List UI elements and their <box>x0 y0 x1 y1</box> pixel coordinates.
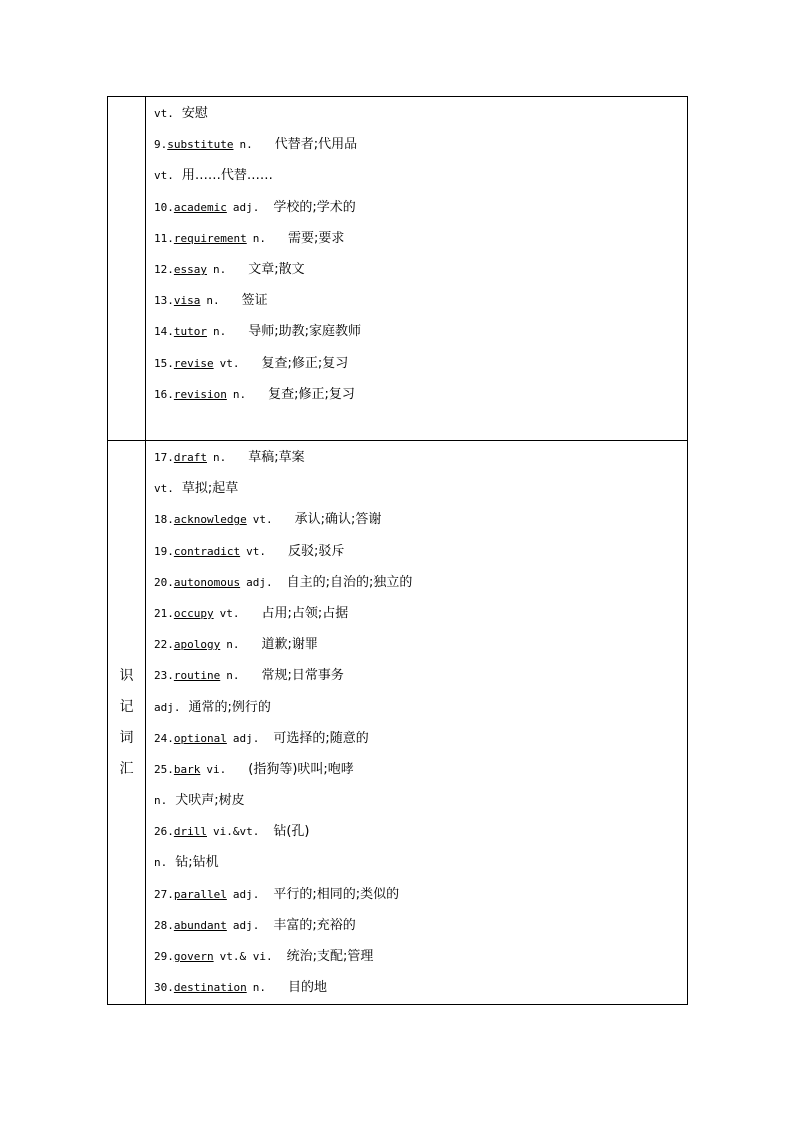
entry-meaning: 犬吠声;树皮 <box>175 793 245 809</box>
entry-word: optional <box>173 731 227 745</box>
entry-part-of-speech: vt. <box>154 169 174 183</box>
entry-meaning: 导师;助教;家庭教师 <box>248 324 362 340</box>
vocabulary-table <box>107 96 688 1005</box>
list-item <box>154 223 687 254</box>
entry-meaning: 道歉;谢罪 <box>261 637 318 653</box>
side-label-char: 记 <box>119 698 134 715</box>
list-item <box>154 692 687 723</box>
list-item <box>154 192 687 223</box>
entry-number: 23. <box>154 669 174 683</box>
entry-word: substitute <box>167 138 234 152</box>
list-item <box>154 348 687 379</box>
list-item <box>154 972 687 1003</box>
entry-part-of-speech: adj. <box>154 700 181 714</box>
entry-meaning: 自主的;自治的;独立的 <box>286 574 413 590</box>
entry-word: visa <box>173 294 201 308</box>
entry-meaning: 目的地 <box>287 980 327 996</box>
entry-word: revise <box>173 356 214 370</box>
entry-part-of-speech: vt. <box>246 544 266 558</box>
entry-word: contradict <box>173 544 241 558</box>
entry-number: 10. <box>154 200 174 214</box>
entry-meaning: 文章;散文 <box>248 261 305 277</box>
entry-part-of-speech: adj. <box>232 887 260 901</box>
entry-number: 18. <box>154 513 174 527</box>
side-label-char: 识 <box>119 667 134 684</box>
list-item <box>154 254 687 285</box>
entry-part-of-speech: vi.&vt. <box>213 825 260 839</box>
entries-cell <box>146 97 688 441</box>
entry-meaning: 代替者;代用品 <box>274 137 358 153</box>
entry-word: requirement <box>173 231 247 245</box>
list-item <box>154 504 687 535</box>
entry-number: 28. <box>154 918 174 932</box>
entry-meaning: 占用;占领;占据 <box>261 605 349 621</box>
table-row <box>108 97 688 441</box>
entry-word: academic <box>173 200 227 214</box>
entry-part-of-speech: vi. <box>206 762 227 776</box>
entry-part-of-speech: vt. <box>154 107 174 120</box>
entry-part-of-speech: n. <box>213 451 227 464</box>
list-item <box>154 316 687 347</box>
list-item <box>154 847 687 878</box>
entry-meaning: 草拟;起草 <box>181 481 239 497</box>
entry-word: drill <box>173 825 207 839</box>
entry-part-of-speech: vt. <box>219 606 240 620</box>
entry-meaning: 用……代替…… <box>181 168 273 184</box>
list-item <box>154 98 687 129</box>
entry-part-of-speech: n. <box>154 856 168 870</box>
list-item <box>154 754 687 785</box>
list-item <box>154 941 687 972</box>
entry-meaning: 常规;日常事务 <box>261 668 344 684</box>
list-item <box>154 285 687 316</box>
entry-list <box>154 442 687 1003</box>
side-label-cell <box>108 441 146 1005</box>
entry-number: 30. <box>154 981 174 995</box>
table-row <box>108 441 688 1005</box>
entry-meaning: 草稿;草案 <box>248 450 305 465</box>
entry-meaning: 安慰 <box>181 106 208 121</box>
entry-number: 22. <box>154 638 174 652</box>
entry-word: bark <box>173 762 201 776</box>
entry-word: tutor <box>173 325 207 339</box>
entry-meaning: 钻;钻机 <box>175 855 219 871</box>
entry-meaning: 需要;要求 <box>287 230 345 246</box>
list-item <box>154 723 687 754</box>
entry-number: 21. <box>154 606 174 620</box>
entry-meaning: 承认;确认;答谢 <box>294 512 382 528</box>
entry-word: acknowledge <box>173 513 247 527</box>
list-item <box>154 910 687 941</box>
entry-meaning: 可选择的;随意的 <box>273 730 369 746</box>
side-label-char: 汇 <box>119 760 134 777</box>
entry-number: 27. <box>154 887 174 901</box>
entry-number: 29. <box>154 950 174 963</box>
entry-part-of-speech: adj. <box>246 575 273 589</box>
list-item <box>154 598 687 629</box>
entry-part-of-speech: vt. <box>154 482 174 496</box>
entry-part-of-speech: n. <box>226 669 240 683</box>
entry-number: 15. <box>154 356 174 370</box>
entry-meaning: 反驳;驳斥 <box>287 543 345 559</box>
entry-number: 14. <box>154 325 174 339</box>
entry-word: occupy <box>173 606 214 620</box>
entry-meaning: 丰富的;充裕的 <box>273 917 356 933</box>
entries-cell <box>146 441 688 1005</box>
list-item <box>154 816 687 847</box>
entry-word: parallel <box>173 887 227 901</box>
entry-meaning: (指狗等)吠叫;咆哮 <box>248 761 354 777</box>
list-item <box>154 160 687 191</box>
entry-part-of-speech: adj. <box>232 200 260 214</box>
entry-word: destination <box>173 981 247 995</box>
entry-number: 13. <box>154 294 174 308</box>
entry-part-of-speech: adj. <box>232 731 260 745</box>
entry-part-of-speech: vt. <box>252 513 273 527</box>
entry-meaning: 学校的;学术的 <box>273 199 356 215</box>
side-label-cell <box>108 97 146 441</box>
entry-part-of-speech: n. <box>252 231 266 245</box>
entry-number: 16. <box>154 387 174 401</box>
section-label <box>108 441 145 1004</box>
entry-part-of-speech: n. <box>252 981 266 995</box>
entry-meaning: 平行的;相同的;类似的 <box>273 886 400 902</box>
list-item <box>154 129 687 160</box>
list-item <box>154 442 687 473</box>
entry-part-of-speech: n. <box>232 387 247 401</box>
entry-part-of-speech: n. <box>154 794 168 808</box>
list-item <box>154 536 687 567</box>
entry-meaning: 通常的;例行的 <box>188 699 271 715</box>
entry-number: 20. <box>154 575 174 589</box>
entry-word: draft <box>173 451 207 464</box>
list-item <box>154 879 687 910</box>
entry-word: routine <box>173 669 221 683</box>
entry-part-of-speech: n. <box>239 138 253 152</box>
entry-meaning: 复查;修正;复习 <box>261 355 349 371</box>
entry-word: essay <box>173 262 207 276</box>
entry-part-of-speech: vt.& vi. <box>219 950 273 963</box>
entry-word: govern <box>173 950 214 963</box>
entry-number: 17. <box>154 451 174 464</box>
entry-number: 24. <box>154 731 174 745</box>
list-item <box>154 660 687 691</box>
entry-meaning: 签证 <box>241 293 268 309</box>
list-item <box>154 473 687 504</box>
entry-number: 12. <box>154 262 174 276</box>
entry-word: abundant <box>173 918 227 932</box>
side-label-char: 词 <box>119 729 134 746</box>
entry-part-of-speech: n. <box>213 262 227 276</box>
entry-meaning: 钻(孔) <box>273 824 310 840</box>
entry-part-of-speech: adj. <box>232 918 260 932</box>
list-item <box>154 379 687 410</box>
entry-part-of-speech: n. <box>213 325 227 339</box>
list-item <box>154 567 687 598</box>
entry-number: 19. <box>154 544 174 558</box>
entry-word: revision <box>173 387 227 401</box>
entry-part-of-speech: vt. <box>219 356 240 370</box>
entry-meaning: 复查;修正;复习 <box>268 386 355 402</box>
entry-word: autonomous <box>173 575 241 589</box>
entry-word: apology <box>173 638 221 652</box>
entry-list <box>154 98 687 410</box>
list-item <box>154 629 687 660</box>
entry-part-of-speech: n. <box>226 638 240 652</box>
entry-number: 11. <box>154 231 174 245</box>
entry-number: 9. <box>154 138 168 152</box>
list-item <box>154 785 687 816</box>
entry-meaning: 统治;支配;管理 <box>286 949 374 964</box>
entry-number: 26. <box>154 825 174 839</box>
entry-part-of-speech: n. <box>206 294 220 308</box>
entry-number: 25. <box>154 762 174 776</box>
